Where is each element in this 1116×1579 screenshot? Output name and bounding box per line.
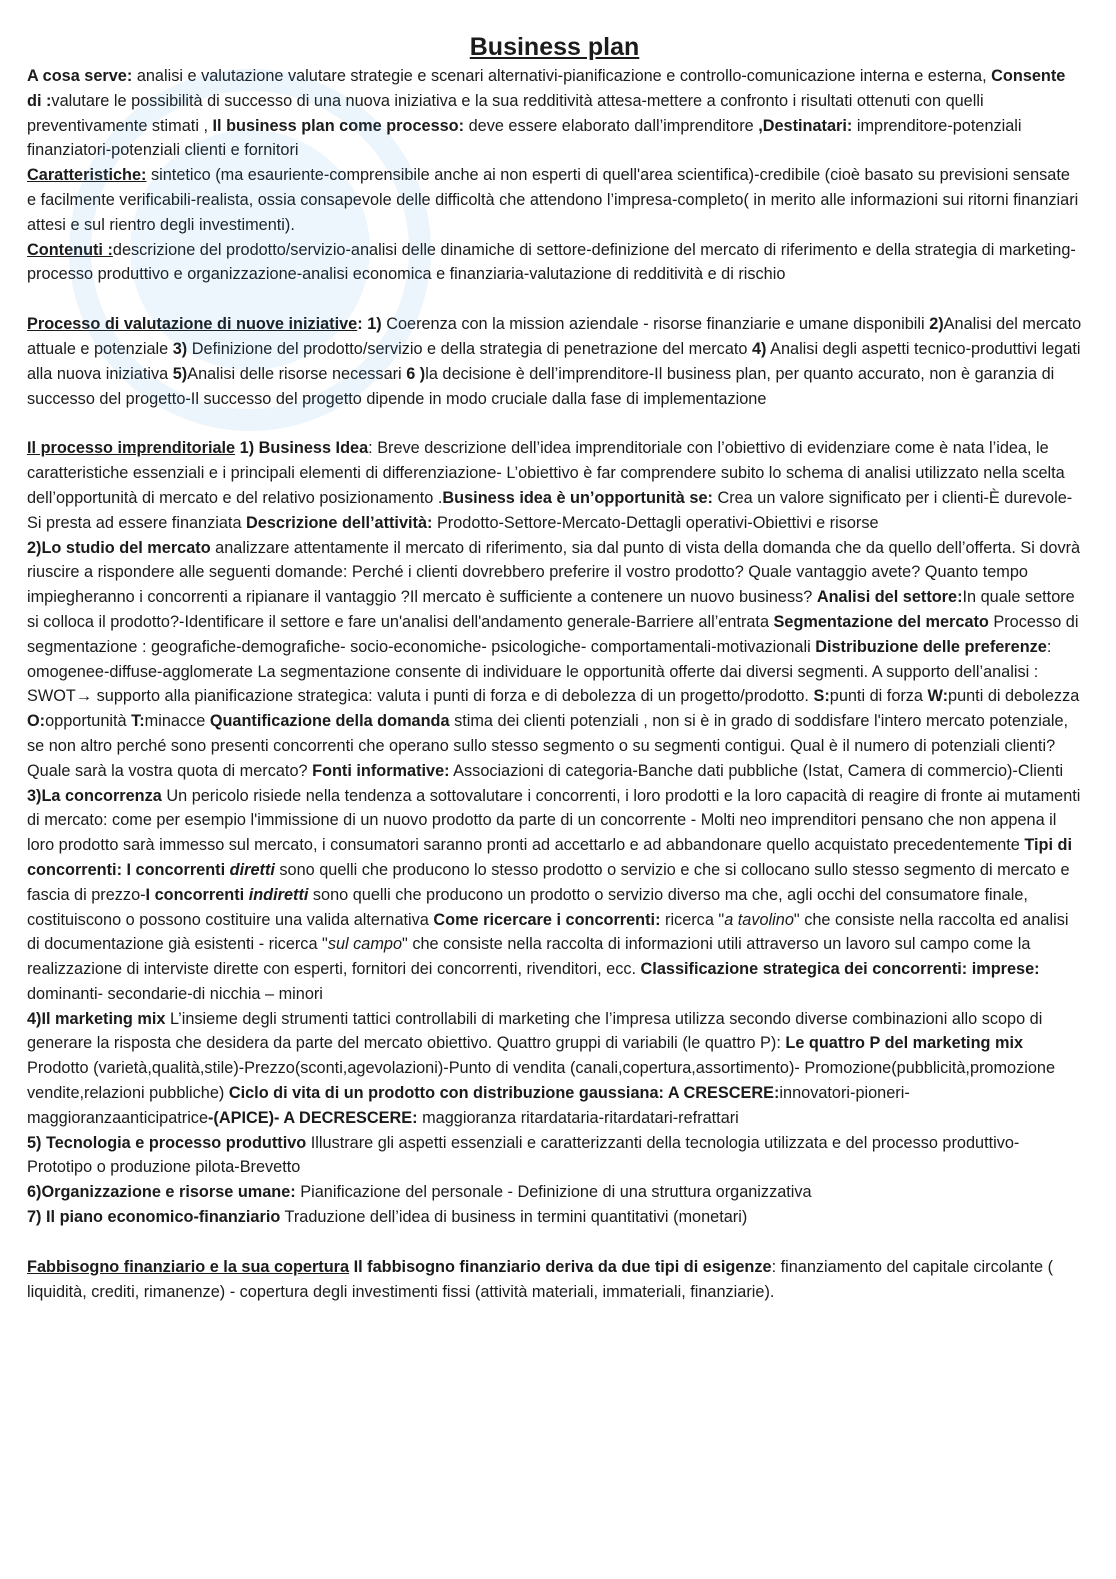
text-run: deve essere elaborato dall’imprenditore bbox=[464, 116, 759, 135]
text-run: 4)Il marketing mix bbox=[27, 1009, 166, 1028]
text-run: a tavolino bbox=[724, 910, 794, 929]
text-run: ricerca " bbox=[660, 910, 725, 929]
text-run: innovatori-pioneri-maggioranzaanticipatrice bbox=[27, 1084, 910, 1127]
text-run: sul campo bbox=[327, 935, 403, 954]
text-run: sono quelli che producono un prodotto o servizio diverso ma che, agli occhi del consumatore finale, costituiscono o possono costituire una valida alternativa bbox=[27, 885, 1028, 929]
text-run: Il processo imprenditoriale bbox=[27, 439, 236, 458]
text-run: Segmentazione del mercato bbox=[773, 612, 989, 631]
text-run: Quantificazione della domanda bbox=[209, 712, 450, 731]
text-run: : Breve descrizione dell’idea imprenditoriale con l’obiettivo di evidenziare come è nata l’idea, le caratteristiche essenziali e i principali elementi di differenziazione- L’obiettivo è far comprendere subito lo schema di analisi utilizzato nella scelta dell’opportunità di mercato e del relativo posizionamento . bbox=[27, 439, 1065, 507]
text-run: ,Destinatari: bbox=[758, 116, 853, 135]
text-run: 7) Il piano economico-finanziario bbox=[27, 1208, 281, 1227]
text-run: Analisi del mercato attuale e potenziale bbox=[27, 315, 1082, 358]
text-run: sono quelli che producono lo stesso prodotto o servizio e che si collocano sullo stesso segmento di mercato e fascia di prezzo- bbox=[27, 860, 1070, 904]
text-run: Le quattro P del marketing mix bbox=[785, 1034, 1024, 1053]
text-run: Classificazione strategica dei concorrenti: imprese: bbox=[640, 960, 1040, 979]
text-run: S: bbox=[813, 687, 830, 706]
text-run: 3)La concorrenza bbox=[27, 786, 162, 805]
text-run: " che consiste nella raccolta ed analisi di documentazione già esistenti - ricerca " bbox=[27, 910, 1069, 954]
text-run: opportunità bbox=[45, 712, 132, 731]
text-run: A cosa serve: bbox=[27, 67, 133, 85]
text-run: stima dei clienti potenziali , non si è in grado di soddisfare l'intero mercato potenziale, se non altro perché sono presenti concorrenti che operano sullo stesso segmento o su segmenti contigui. Qual è il numero di potenziali clienti? Quale sarà la vostra quota di mercato? bbox=[27, 712, 1069, 780]
spacer bbox=[27, 287, 1082, 312]
text-run: Come ricercare i concorrenti: bbox=[433, 910, 661, 929]
text-run: Descrizione dell’attività: bbox=[246, 513, 433, 532]
valutazione-paragraph bbox=[27, 312, 1082, 411]
text-run: I concorrenti bbox=[145, 885, 249, 904]
text-run: Fonti informative: bbox=[312, 761, 450, 780]
text-run: Consente di : bbox=[27, 67, 1066, 110]
page-title: Business plan bbox=[469, 33, 640, 61]
text-run: " che consiste nella raccolta di informazioni utili attraverso un lavoro sul campo come la realizzazione di interviste dirette con esperti, fornitori dei concorrenti, rivenditori, ecc. bbox=[27, 935, 1031, 979]
piano-economico-paragraph bbox=[27, 1205, 1082, 1230]
text-run: Il fabbisogno finanziario deriva da due tipi di esigenze bbox=[349, 1257, 772, 1276]
text-run: 6)Organizzazione e risorse umane: bbox=[27, 1183, 296, 1202]
text-run: : finanziamento del capitale circolante ( liquidità, crediti, rimanenze) - copertura degli investimenti fissi (attività materiali, immateriali, finanziarie). bbox=[27, 1257, 1054, 1301]
text-run: supporto alla pianificazione strategica: valuta i punti di forza e di debolezza di un progetto/prodotto. bbox=[92, 687, 814, 706]
text-run: Pianificazione del personale - Definizione di una struttura organizzativa bbox=[295, 1183, 812, 1202]
organizzazione-paragraph bbox=[27, 1180, 1082, 1205]
text-run: Prodotto-Settore-Mercato-Dettagli operativi-Obiettivi e risorse bbox=[432, 513, 879, 532]
text-run: Fabbisogno finanziario e la sua copertura bbox=[27, 1257, 350, 1276]
text-run: Coerenza con la mission aziendale - risorse finanziarie e umane disponibili bbox=[381, 315, 930, 334]
text-run: Associazioni di categoria-Banche dati pubbliche (Istat, Camera di commercio)-Clienti bbox=[449, 761, 1064, 780]
text-run: diretti bbox=[229, 860, 275, 879]
text-run: → bbox=[75, 687, 93, 706]
text-run: la decisione è dell’imprenditore-Il business plan, per quanto accurato, non è garanzia di successo del progetto-Il successo del progetto dipende in modo cruciale dalla fase di implementazione bbox=[27, 364, 1055, 408]
marketing-mix-paragraph bbox=[27, 1007, 1082, 1131]
text-run: Analisi delle risorse necessari bbox=[187, 364, 407, 383]
text-run: punti di debolezza bbox=[948, 687, 1080, 706]
text-run: 2) bbox=[929, 315, 944, 334]
text-run: sintetico (ma esauriente-comprensibile anche ai non esperti di quell'area scientifica)-credibile (cioè basato su previsioni sensate e facilmente verificabili-realista, ossia consapevole delle difficoltà che attendono l’impresa-completo( in merito alle informazioni sui ritorni finanziari attesi e sul rientro degli investimenti). bbox=[27, 166, 1079, 234]
text-run: 5) bbox=[172, 364, 188, 383]
text-run: Traduzione dell’idea di business in termini quantitativi (monetari) bbox=[280, 1208, 748, 1227]
text-run: indiretti bbox=[248, 885, 309, 904]
caratteristiche-paragraph bbox=[27, 163, 1082, 237]
text-run: : omogenee-diffuse-agglomerate La segmentazione consente di individuare le opportunità offerte dai diversi segmenti. A supporto dell’analisi : SWOT bbox=[27, 637, 1052, 706]
text-run: Definizione del prodotto/servizio e della strategia di penetrazione del mercato bbox=[187, 339, 752, 358]
text-run: analizzare attentamente il mercato di riferimento, sia dal punto di vista della domanda che da quello dell’offerta. Si dovrà riuscire a rispondere alle seguenti domande: Perché i clienti dovrebbero preferire il vostro prodotto? Quale vantaggio avete? Quanto tempo impiegheranno i concorrenti a ripianare il vantaggio ?Il mercato è sufficiente a contenere un nuovo business? bbox=[27, 538, 1081, 607]
text-run: Contenuti : bbox=[27, 240, 113, 259]
text-run: Tipi di concorrenti: I concorrenti bbox=[27, 836, 1072, 879]
text-run: Ciclo di vita di un prodotto con distribuzione gaussiana: A CRESCERE: bbox=[228, 1084, 780, 1103]
text-run: imprenditore-potenziali finanziatori-potenziali clienti e fornitori bbox=[27, 116, 1022, 160]
text-run: Caratteristiche: bbox=[27, 166, 147, 185]
text-run: Processo di valutazione di nuove iniziative bbox=[27, 315, 358, 334]
business-idea-paragraph bbox=[27, 436, 1082, 535]
text-run: 5) Tecnologia e processo produttivo bbox=[27, 1133, 307, 1152]
spacer bbox=[27, 411, 1082, 436]
spacer bbox=[27, 1230, 1082, 1255]
text-run: Business idea è un’opportunità se: bbox=[442, 488, 713, 507]
text-run: minacce bbox=[144, 712, 210, 731]
text-run: maggioranza ritardataria-ritardatari-refrattari bbox=[417, 1108, 739, 1127]
text-run: 4) bbox=[751, 339, 767, 358]
text-run: Distribuzione delle preferenze bbox=[815, 637, 1047, 656]
text-run: Il business plan come processo: bbox=[212, 116, 465, 135]
text-run: dominanti- secondarie-di nicchia – minori bbox=[27, 984, 323, 1003]
text-run: Un pericolo risiede nella tendenza a sottovalutare i concorrenti, i loro prodotti e la loro capacità di reagire di fronte ai mutamenti di mercato: come per esempio l'immissione di un nuovo prodotto da parte di un concorrente - Molti neo imprenditori pensano che non appena il loro prodotto sarà immesso sul mercato, i consumatori saranno pronti ad accettarlo e ad abbandonare quello acquistato precedentemente bbox=[27, 786, 1081, 855]
text-run: L’insieme degli strumenti tattici controllabili di marketing che l’impresa utilizza secondo diverse combinazioni allo scopo di generare la risposta che desidera da parte del mercato obiettivo. Quattro gruppi di variabili (le quattro P): bbox=[27, 1009, 1043, 1053]
contenuti-paragraph bbox=[27, 238, 1082, 288]
text-run: punti di forza bbox=[829, 687, 928, 706]
text-run: In quale settore si colloca il prodotto?-Identificare il settore e fare un'analisi dell'andamento generale-Barriere all’entrata bbox=[27, 588, 1075, 631]
concorrenza-paragraph bbox=[27, 784, 1082, 1007]
fabbisogno-paragraph bbox=[27, 1255, 1082, 1305]
text-run: Crea un valore significato per i clienti-È durevole-Si presta ad essere finanziata bbox=[27, 488, 1073, 532]
text-run: descrizione del prodotto/servizio-analisi delle dinamiche di settore-definizione del mercato di riferimento e della strategia di marketing-processo produttivo e organizzazione-analisi economica e finanziaria-valutazione di redditività e di rischio bbox=[27, 240, 1076, 284]
text-run: Prodotto (varietà,qualità,stile)-Prezzo(sconti,agevolazioni)-Punto di vendita (canali,copertura,assortimento)- Promozione(pubblicità,promozione vendite,relazioni pubbliche) bbox=[27, 1059, 1056, 1103]
text-run: W: bbox=[927, 687, 949, 706]
text-run: valutare le possibilità di successo di una nuova iniziativa e la sua redditività attesa-mettere a confronto i risultati ottenuti con quelli preventivamente stimati , bbox=[27, 91, 984, 135]
text-run: Analisi degli aspetti tecnico-produttivi legati alla nuova iniziativa bbox=[27, 339, 1081, 383]
text-run: Analisi del settore: bbox=[816, 588, 963, 607]
text-run: T: bbox=[131, 712, 145, 731]
text-run: Illustrare gli aspetti essenziali e caratterizzanti della tecnologia utilizzata e del processo produttivo-Prototipo o produzione pilota-Brevetto bbox=[27, 1133, 1020, 1177]
text-run: Processo di segmentazione : geografiche-demografiche- socio-economiche- psicologiche- comportamentali-motivazionali bbox=[27, 612, 1079, 656]
text-run: -(APICE)- A DECRESCERE: bbox=[208, 1108, 418, 1127]
tecnologia-paragraph bbox=[27, 1131, 1082, 1181]
studio-mercato-paragraph bbox=[27, 536, 1082, 784]
intro-paragraph bbox=[27, 64, 1082, 163]
text-run: 3) bbox=[172, 339, 188, 358]
text-run: 6 ) bbox=[406, 364, 426, 383]
text-run: analisi e valutazione valutare strategie e scenari alternativi-pianificazione e controllo-comunicazione interna e esterna, bbox=[132, 67, 992, 85]
text-run: 2)Lo studio del mercato bbox=[27, 538, 211, 557]
text-run: 1) Business Idea bbox=[235, 439, 369, 458]
text-run: : 1) bbox=[357, 315, 382, 334]
text-run: O: bbox=[27, 712, 46, 731]
